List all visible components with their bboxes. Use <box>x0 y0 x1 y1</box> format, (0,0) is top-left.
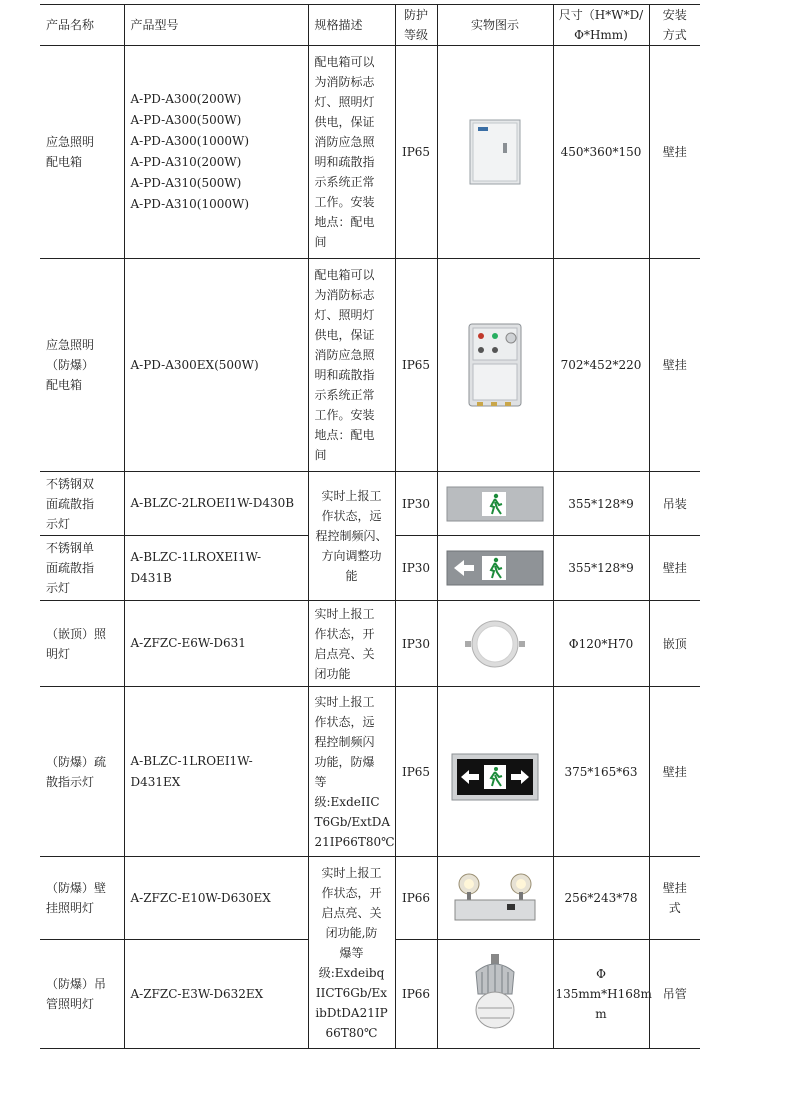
table-row <box>40 601 700 687</box>
product-models: A-BLZC-1LROXEI1W-D431B <box>124 536 308 601</box>
product-size: 355*128*9 <box>553 536 649 601</box>
product-models: A-BLZC-2LROEI1W-D430B <box>124 472 308 536</box>
product-spec: 实时上报工 作状态，开 启点亮、关 闭功能 <box>308 601 395 687</box>
twin-spot-emergency-light-icon <box>449 872 541 924</box>
product-name: （防爆）吊 管照明灯 <box>40 940 124 1049</box>
downlight-icon <box>463 619 527 669</box>
mount-type: 壁挂 式 <box>649 857 700 940</box>
mount-type: 吊装 <box>649 472 700 536</box>
product-size: 355*128*9 <box>553 472 649 536</box>
product-models: A-PD-A300(200W) A-PD-A300(500W) A-PD-A300(1000W) A-PD-A310(200W) A-PD-A310(500W) A-PD-A310(1000W) <box>124 46 308 259</box>
product-name: 应急照明 （防爆） 配电箱 <box>40 259 124 472</box>
product-photo <box>437 940 553 1049</box>
product-photo <box>437 472 553 536</box>
product-size: 256*243*78 <box>553 857 649 940</box>
product-name: 不锈钢单 面疏散指 示灯 <box>40 536 124 601</box>
table-row <box>40 857 700 940</box>
product-size: Φ120*H70 <box>553 601 649 687</box>
product-size: 375*165*63 <box>553 687 649 857</box>
protection-level: IP30 <box>395 601 437 687</box>
explosion-proof-box-icon <box>467 322 523 408</box>
exit-sign-icon <box>446 486 544 522</box>
product-photo <box>437 259 553 472</box>
header-photo: 实物图示 <box>437 5 553 46</box>
product-size: Φ 135mm*H168m m <box>553 940 649 1049</box>
product-size: 450*360*150 <box>553 46 649 259</box>
table-header-row <box>40 5 700 46</box>
product-size: 702*452*220 <box>553 259 649 472</box>
product-photo <box>437 687 553 857</box>
exit-sign-left-arrow-icon <box>446 550 544 586</box>
protection-level: IP66 <box>395 940 437 1049</box>
product-spec: 实时上报工 作状态，远 程控制频闪 功能，防爆 等 级:ExdeIIC T6Gb/ExtDA 21IP66T80℃ <box>308 687 395 857</box>
table-row <box>40 259 700 472</box>
pendant-light-icon <box>466 954 524 1034</box>
protection-level: IP30 <box>395 536 437 601</box>
product-spec: 实时上报工 作状态，远 程控制频闪、 方向调整功 能 <box>308 472 395 601</box>
protection-level: IP65 <box>395 687 437 857</box>
explosion-proof-exit-sign-icon <box>451 753 539 801</box>
product-name: （防爆）壁 挂照明灯 <box>40 857 124 940</box>
product-name: 应急照明 配电箱 <box>40 46 124 259</box>
mount-type: 壁挂 <box>649 687 700 857</box>
header-protection: 防护 等级 <box>395 5 437 46</box>
product-photo <box>437 857 553 940</box>
product-models: A-ZFZC-E3W-D632EX <box>124 940 308 1049</box>
product-name: （防爆）疏 散指示灯 <box>40 687 124 857</box>
product-spec: 实时上报工 作状态，开 启点亮、关 闭功能,防 爆等 级:Exdeibq IICT6Gb/Ex ibDtDA21IP 66T80℃ <box>308 857 395 1049</box>
protection-level: IP66 <box>395 857 437 940</box>
product-spec: 配电箱可以 为消防标志 灯、照明灯 供电，保证 消防应急照 明和疏散指 示系统正常 工作。安装 地点：配电 间 <box>308 259 395 472</box>
mount-type: 壁挂 <box>649 46 700 259</box>
product-models: A-ZFZC-E6W-D631 <box>124 601 308 687</box>
product-name: （嵌顶）照 明灯 <box>40 601 124 687</box>
header-mount: 安装 方式 <box>649 5 700 46</box>
protection-level: IP65 <box>395 46 437 259</box>
product-photo <box>437 536 553 601</box>
product-models: A-ZFZC-E10W-D630EX <box>124 857 308 940</box>
mount-type: 吊管 <box>649 940 700 1049</box>
table-row <box>40 472 700 536</box>
product-name: 不锈钢双 面疏散指 示灯 <box>40 472 124 536</box>
product-models: A-PD-A300EX(500W) <box>124 259 308 472</box>
header-size: 尺寸（H*W*D/ Φ*Hmm) <box>553 5 649 46</box>
header-spec: 规格描述 <box>308 5 395 46</box>
header-product-model: 产品型号 <box>124 5 308 46</box>
product-models: A-BLZC-1LROEI1W-D431EX <box>124 687 308 857</box>
protection-level: IP65 <box>395 259 437 472</box>
distribution-box-icon <box>469 119 521 185</box>
product-spec: 配电箱可以 为消防标志 灯、照明灯 供电，保证 消防应急照 明和疏散指 示系统正常 工作。安装 地点：配电 间 <box>308 46 395 259</box>
mount-type: 壁挂 <box>649 536 700 601</box>
header-product-name: 产品名称 <box>40 5 124 46</box>
product-spec-table <box>40 4 700 1049</box>
mount-type: 壁挂 <box>649 259 700 472</box>
table-row <box>40 46 700 259</box>
mount-type: 嵌顶 <box>649 601 700 687</box>
product-photo <box>437 46 553 259</box>
protection-level: IP30 <box>395 472 437 536</box>
table-row <box>40 687 700 857</box>
product-photo <box>437 601 553 687</box>
